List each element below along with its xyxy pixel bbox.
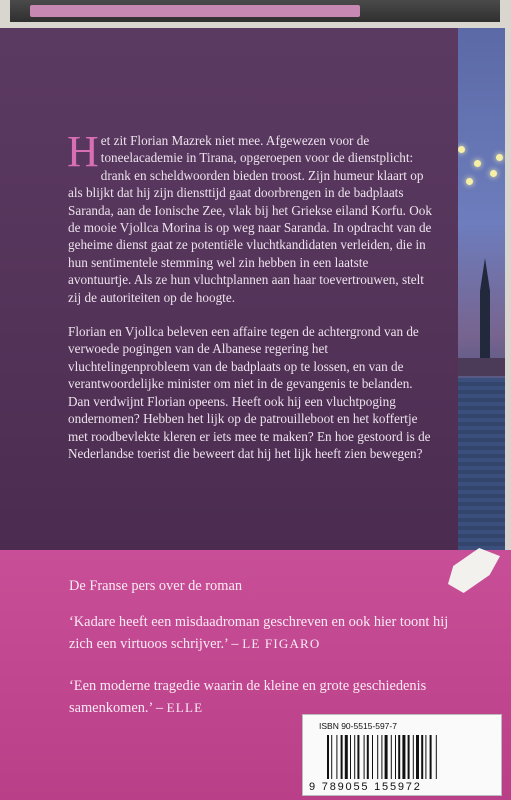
barcode-bar (357, 735, 359, 779)
barcode-bar (377, 735, 378, 779)
barcode-bar (350, 735, 351, 779)
press-quote-1 (69, 612, 459, 655)
barcode-bar (430, 735, 432, 779)
press-quote-2-text: ‘Een moderne tragedie waarin de kleine en grote geschiedenis samenkomen.’ – (69, 678, 427, 716)
blurb-text (67, 127, 434, 479)
press-quote-2-source: ELLE (166, 700, 204, 715)
barcode-bar (402, 735, 405, 779)
string-lights (452, 28, 505, 228)
barcode-bar (372, 735, 373, 779)
church-tower-silhouette (480, 258, 490, 368)
blurb-paragraph-1-text: et zit Florian Mazrek niet mee. Afgewezen voor de toneelacademie in Tirana, opgeroepen voor de dienstplicht: drank en scheldwoorden bieden troost. Zijn humeur klaart op als blijkt dat hij zijn diensttijd gaat doorbrengen in de badplaats Saranda, aan de Ionische Zee, vlak bij het Griekse eiland Korfu. Ook de mooie Vjollca Morina is op weg naar Saranda. In opdracht van de geheime dienst gaat ze potentiële vluchtkandidaten verleiden, die in hun sentimentele stemming wel zin hebben in een laatste avontuurtje. Als ze hun vluchtplannen aan haar toevertrouwen, stelt zij de autoriteiten op de hoogte. (68, 133, 432, 305)
barcode-bar (398, 735, 400, 779)
barcode-bar (341, 735, 343, 779)
barcode-bar (385, 735, 388, 779)
barcode-bar (336, 735, 337, 779)
barcode-bar (327, 735, 329, 779)
barcode-bar (425, 735, 426, 779)
barcode-bars (327, 735, 487, 779)
drop-cap: H (67, 127, 99, 176)
press-quote-2 (69, 676, 459, 719)
barcode-bar (416, 735, 419, 779)
barcode-bar (364, 735, 365, 779)
press-quote-1-source: LE FIGARO (242, 636, 321, 651)
barcode-graphic (327, 735, 487, 779)
barcode-bar (413, 735, 414, 779)
top-edge-stripe (30, 5, 360, 17)
book-top-edge (10, 0, 500, 22)
barcode-number: 9 789055 155972 (309, 781, 422, 793)
barcode-bar (381, 735, 382, 779)
barcode-bar (391, 735, 392, 779)
barcode-bar (408, 735, 410, 779)
blurb-paragraph-2: Florian en Vjollca beleven een affaire tegen de achtergrond van de verwoede pogingen van de Albanese regering het vluchtelingenprobleem van de badplaats op te lossen, en van de verantwoordelijke minister om niet in de gevangenis te belanden. Dan verdwijnt Florian opeens. Heeft ook hij een vluchtpoging ondernomen? Hebben het lijk op de patrouilleboot en het koffertje met roodbevlekte kleren er iets mee te maken? En hoe gestoord is de Nederlandse toerist die beweert dat hij het lijk heeft zien bewegen? (68, 324, 431, 461)
blurb-paragraph-1 (67, 127, 434, 306)
barcode-bar (367, 735, 369, 779)
barcode-label (302, 714, 502, 796)
barcode-bar (436, 735, 437, 779)
press-quote-1-text: ‘Kadare heeft een misdaadroman geschreven en ook hier toont hij zich een virtuoos schrijver.’ – (69, 614, 449, 652)
barcode-bar (345, 735, 348, 779)
isbn-text: ISBN 90-5515-597-7 (319, 721, 397, 731)
shoreline (452, 358, 505, 376)
barcode-bar (395, 735, 396, 779)
barcode-bar (421, 735, 423, 779)
barcode-bar (331, 735, 332, 779)
front-cover-edge-artwork (452, 28, 505, 588)
press-heading: De Franse pers over de roman (69, 578, 243, 594)
barcode-bar (354, 735, 355, 779)
